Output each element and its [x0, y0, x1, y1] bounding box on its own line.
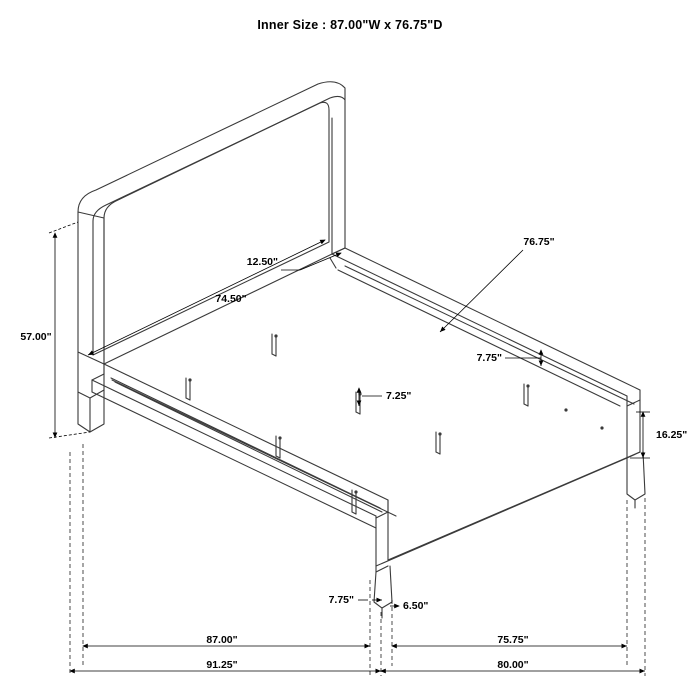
dimension-labels: [20, 236, 687, 671]
label-overall-height: 57.00": [20, 331, 52, 343]
label-slat-height: 7.25": [386, 390, 412, 402]
label-leg-width: 7.75": [328, 594, 354, 606]
dimension-lines: [49, 222, 650, 676]
label-side-depth-overall: 80.00": [497, 659, 529, 671]
headboard-cushion: [93, 102, 329, 355]
label-side-rail-height: 7.75": [476, 352, 502, 364]
label-side-depth-inner: 75.75": [497, 634, 529, 646]
headboard-legs: [78, 352, 104, 432]
dimension-inner-depth: [440, 250, 523, 332]
label-inner-width: 87.00": [206, 634, 238, 646]
foot-legs: [374, 452, 645, 618]
extension-lines: [70, 444, 645, 676]
label-overall-width: 91.25": [206, 659, 238, 671]
label-headboard-inner-width: 74.50": [215, 293, 247, 305]
slat-system: [104, 258, 640, 516]
headboard-outer-panel: [78, 82, 345, 364]
page-title: Inner Size : 87.00"W x 76.75"D: [257, 18, 443, 32]
label-headboard-panel-inset: 12.50": [246, 256, 278, 268]
label-footboard-height: 16.25": [656, 429, 688, 441]
label-leg-offset: 6.50": [403, 600, 429, 612]
label-inner-depth: 76.75": [523, 236, 555, 248]
